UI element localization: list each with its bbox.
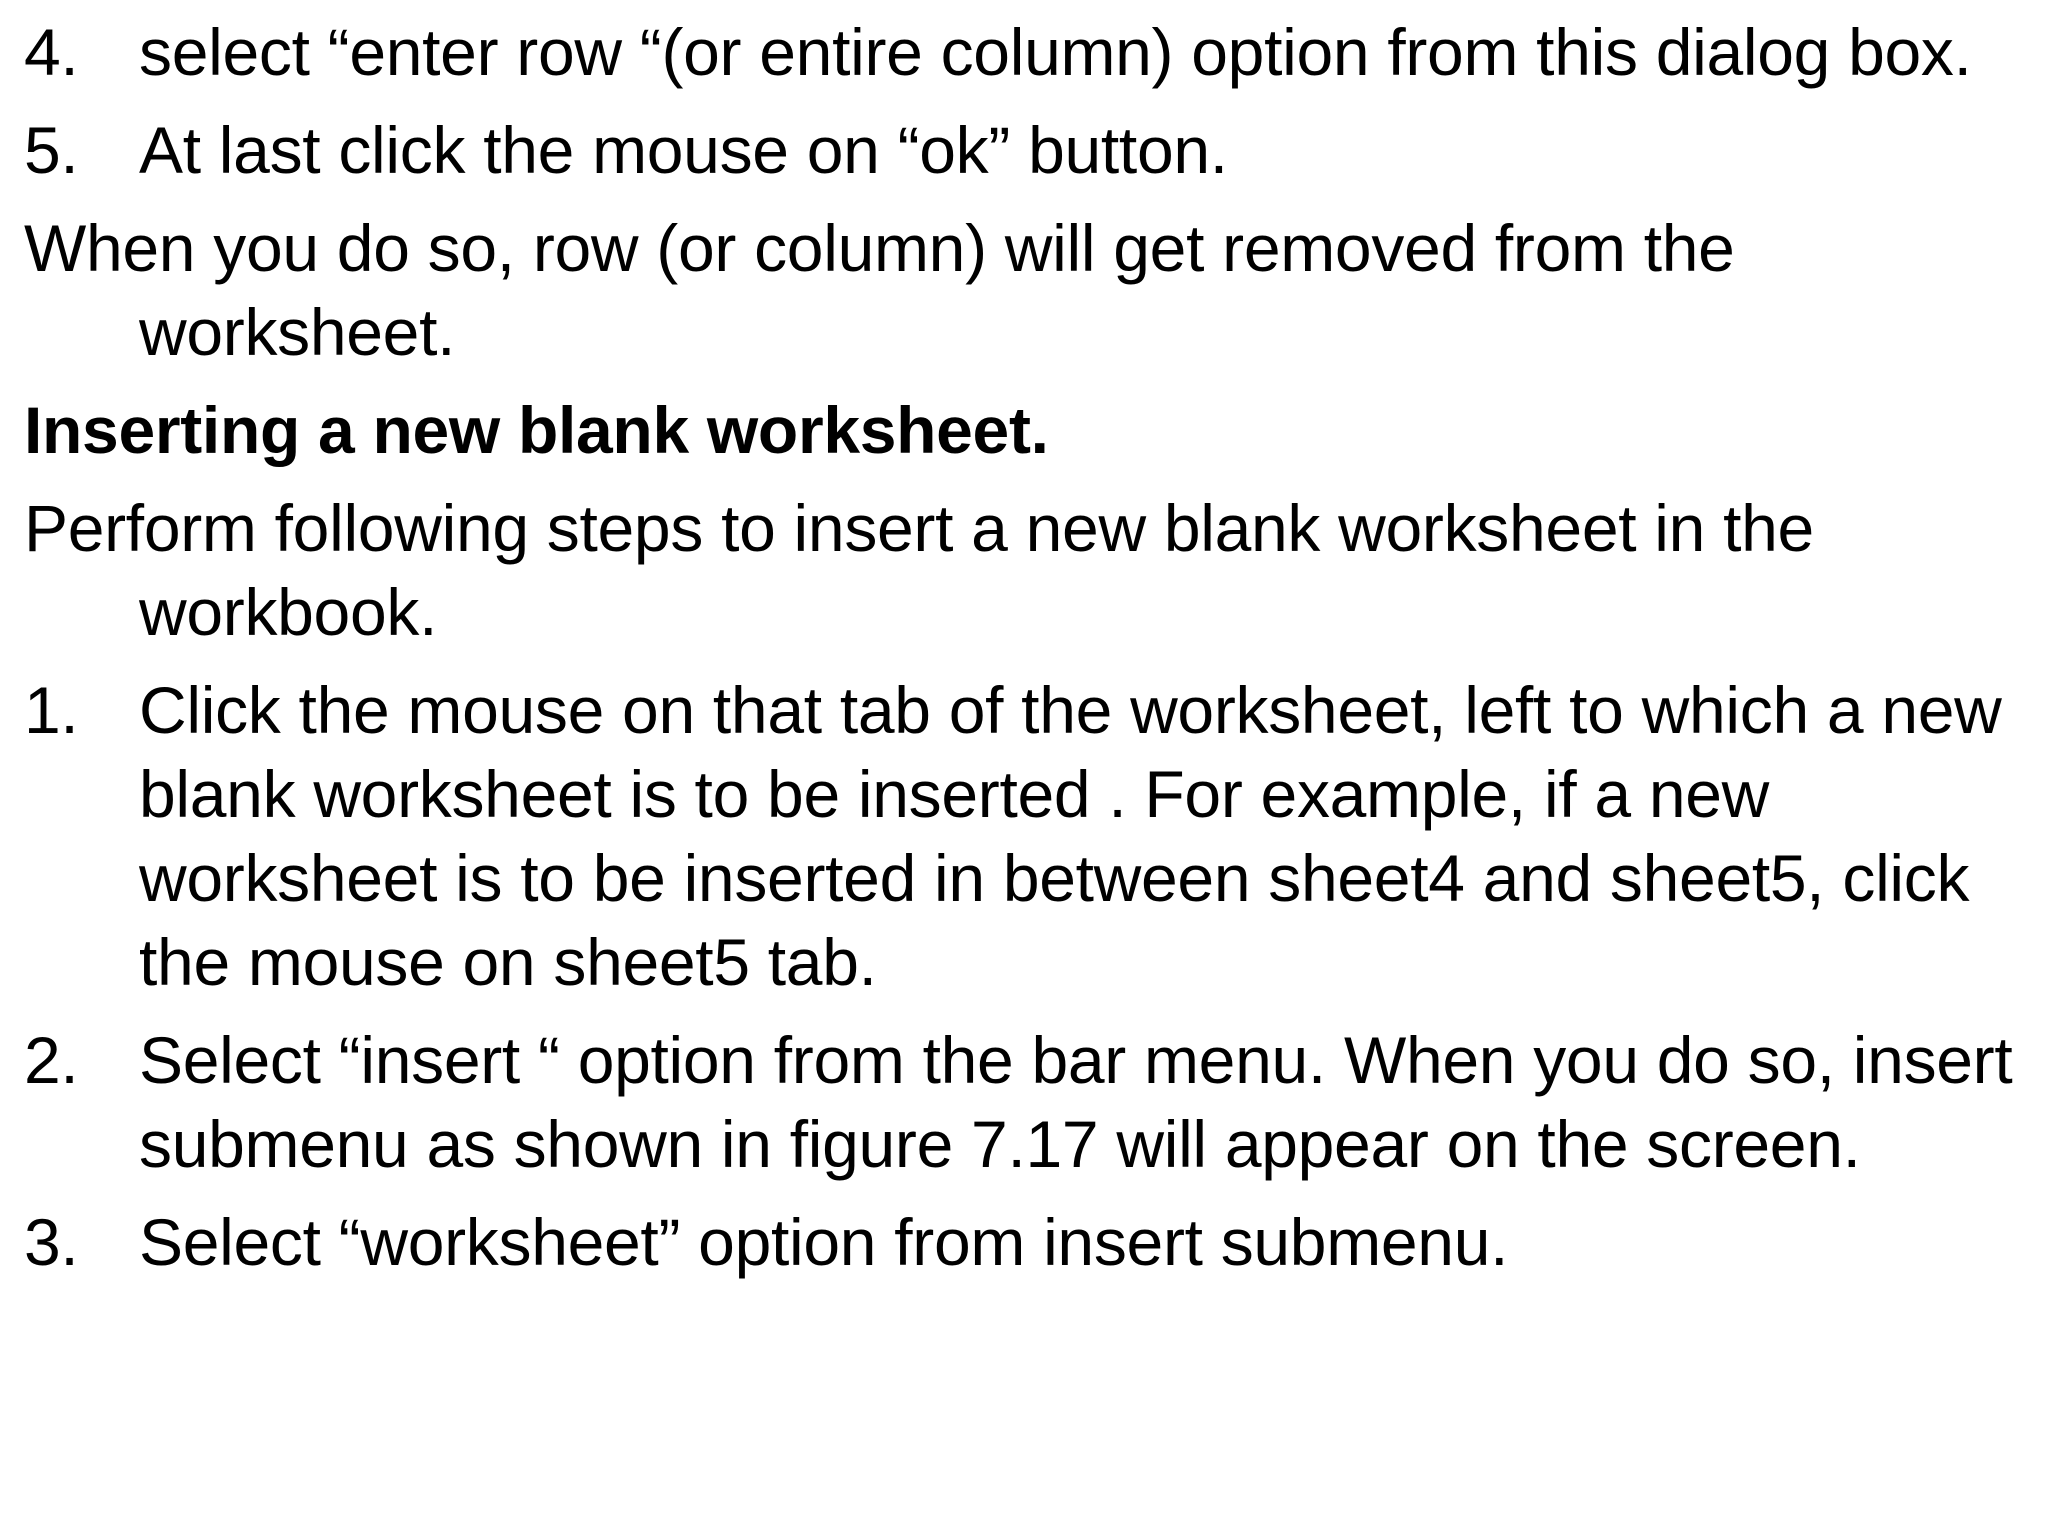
step-4-text: select “enter row “(or entire column) option from this dialog box. [139,15,1972,89]
step-2 [24,1018,2024,1186]
step-3-number: 3. [24,1205,79,1279]
step-3-text: Select “worksheet” option from insert submenu. [139,1205,1509,1279]
step-4 [24,10,2024,94]
step-3 [24,1200,2024,1284]
step-2-text: Select “insert “ option from the bar menu. When you do so, insert submenu as shown in figure 7.17 will appear on the screen. [139,1023,2013,1181]
section-heading-text: Inserting a new blank worksheet. [24,393,1049,467]
step-4-number: 4. [24,15,79,89]
step-1-text: Click the mouse on that tab of the worksheet, left to which a new blank worksheet is to be inserted . For example, if a new worksheet is to be inserted in between sheet4 and sheet5, click the mouse on sheet5 tab. [139,673,2002,999]
step-1 [24,668,2024,1004]
step-5-text: At last click the mouse on “ok” button. [139,113,1228,187]
section-heading [24,388,2024,472]
result-note-text: When you do so, row (or column) will get removed from the worksheet. [24,211,1735,369]
step-1-number: 1. [24,673,79,747]
result-note [24,206,2024,374]
intro-paragraph [24,486,2024,654]
step-5-number: 5. [24,113,79,187]
intro-paragraph-text: Perform following steps to insert a new blank worksheet in the workbook. [24,491,1814,649]
step-2-number: 2. [24,1023,79,1097]
step-5 [24,108,2024,192]
